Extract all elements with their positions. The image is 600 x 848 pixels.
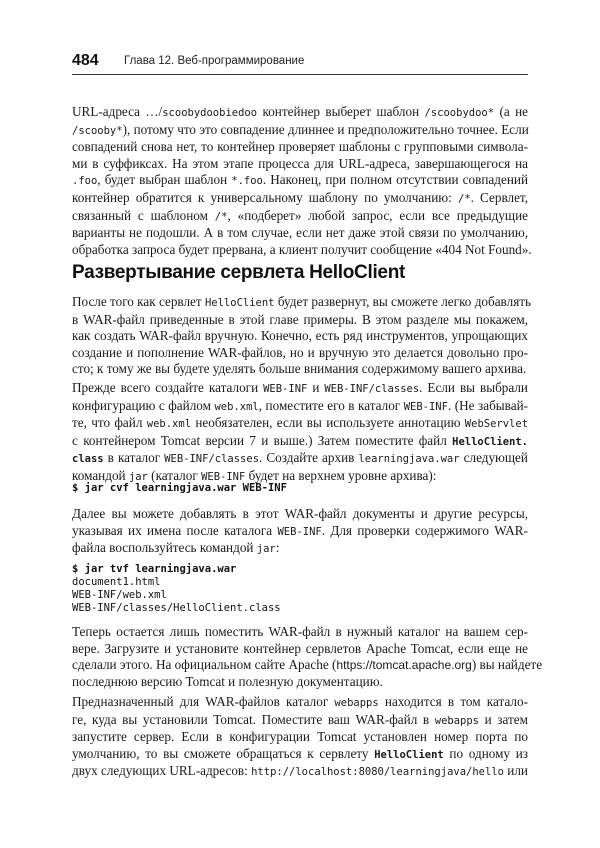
paragraph-intro: После того как сервлет HelloClient будет развернут, вы сможете легко добавлять в WAR-файл приведенные в этой главе примеры. В этом разделе мы покажем, как создать WAR-файл вручную. Конечно, есть ряд инструментов, упрощающих создание и пополнение WAR-файлов, но и вручную это делается довольно про- сто; к тому же вы будете уделять больше внимания содержимому вашего архива. bbox=[72, 294, 532, 377]
page-number: 484 bbox=[72, 52, 99, 69]
paragraph-create-dirs: Прежде всего создайте каталоги WEB-INF и WEB-INF/classes. Если вы выбрали конфигурацию с файлом web.xml, поместите его в каталог WEB-INF. (Не забывай- те, что файл web.xml необязателен, если вы используете аннотацию WebServlet с контейнером Tomcat версии 7 и выше.) Затем поместите файл HelloClient. class в каталог WEB-INF/classes. Создайте архив learningjava.war следующей командой jar (каталог WEB-INF будет на верхнем уровне архива): bbox=[72, 380, 529, 483]
tomcat-url: https://tomcat.apache.org bbox=[336, 658, 472, 673]
code-block-jar-create: $ jar cvf learningjava.war WEB-INF bbox=[72, 482, 287, 494]
paragraph-url-matching: URL-адреса …/scoobydoobiedoo контейнер выберет шаблон /scoobydoo* (а не /scooby*), потому что это совпадение длиннее и предположительно точнее. Если совпадений снова нет, то контейнер проверяет шаблоны с групповыми символа- ми в суффиксах. На этом этапе процесса для URL-адреса, завершающегося на .foo, будет выбран шаблон *.foo. Наконец, при полном отсутствии совпадений контейнер обратится к универсальному шаблону по умолчанию: /*. Сервлет, связанный с шаблоном /*, «подберет» любой запрос, если все предыдущие варианты не подошли. А в том случае, если нет даже этой связи по умолчанию, обработка запроса будет прервана, а клиент получит сообщение «404 Not Found». bbox=[72, 104, 532, 257]
running-header bbox=[72, 52, 528, 74]
chapter-title: Глава 12. Веб-программирование bbox=[124, 55, 305, 67]
section-heading: Развертывание сервлета HelloClient bbox=[72, 262, 406, 283]
code-block-jar-list: $ jar tvf learningjava.war document1.html WEB-INF/web.xml WEB-INF/classes/HelloClient.class bbox=[72, 563, 281, 614]
paragraph-webapps: Предназначенный для WAR-файлов каталог webapps находится в том катало- ге, куда вы установили Tomcat. Поместите ваш WAR-файл в webapps и затем запустите сервер. Если в конфигурации Tomcat установлен номер порта по умолчанию, то вы сможете обращаться к сервлету HelloClient по одному из двух следующих URL-адресов: http://localhost:8080/learningjava/hello или bbox=[72, 694, 528, 779]
paragraph-add-docs: Далее вы можете добавлять в этот WAR-файл документы и другие ресурсы, указывая их имена после каталога WEB-INF. Для проверки содержимого WAR- файла воспользуйтесь командой jar: bbox=[72, 506, 528, 556]
paragraph-install-tomcat: Теперь остается лишь поместить WAR-файл в нужный каталог на вашем сер- вере. Загрузите и установите контейнер сервлетов Apache Tomcat, если еще не сделали этого. На официальном сайте Apache (https://tomcat.apache.org) вы найдете последнюю версию Tomcat и полезную документацию. bbox=[72, 624, 543, 689]
header-rule bbox=[72, 74, 528, 75]
